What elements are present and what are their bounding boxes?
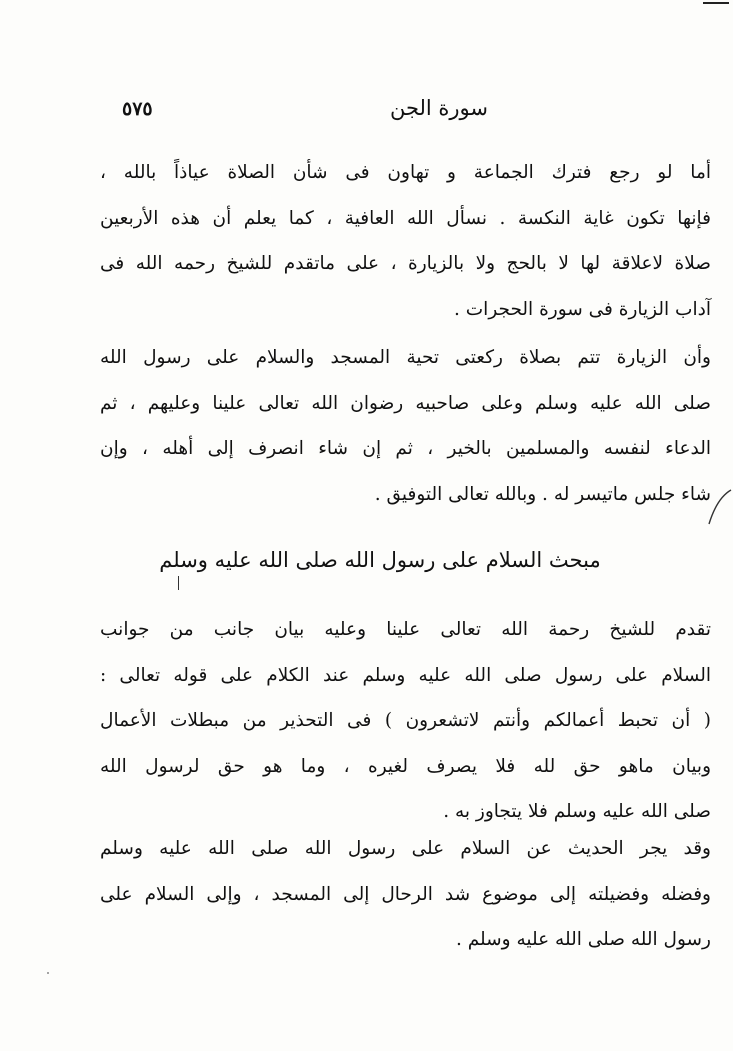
- text-line: آداب الزيارة فى سورة الحجرات .: [454, 298, 711, 320]
- text-line: تقدم للشيخ رحمة الله تعالى علينا وعليه بيان جانب من جوانب: [100, 619, 711, 640]
- text-line: السلام على رسول صلى الله عليه وسلم عند الكلام على قوله تعالى :: [100, 664, 711, 686]
- text-line: ( أن تحبط أعمالكم وأنتم لاتشعرون ) فى التحذير من مبطلات الأعمال: [100, 710, 711, 731]
- running-chapter-title: سورة الجن: [389, 96, 488, 120]
- stray-ink-mark: [178, 576, 179, 590]
- text-line: وأن الزيارة تتم بصلاة ركعتى تحية المسجد والسلام على رسول الله: [100, 347, 711, 368]
- text-line: صلاة لاعلاقة لها لا بالحج ولا بالزيارة ، على ماتقدم للشيخ رحمه الله فى: [100, 253, 711, 274]
- corner-scan-mark: [703, 2, 729, 4]
- text-line: شاء جلس ماتيسر له . وبالله تعالى التوفيق .: [374, 483, 711, 505]
- text-line: صلى الله عليه وسلم فلا يتجاوز به .: [443, 801, 711, 822]
- stray-dot-mark: [47, 972, 49, 974]
- text-line: وبيان ماهو حق لله فلا يصرف لغيره ، وما هو حق لرسول الله: [100, 755, 711, 777]
- page-number: ٥٧٥: [122, 98, 153, 120]
- section-heading: مبحث السلام على رسول الله صلى الله عليه وسلم: [159, 548, 601, 572]
- paragraph-3: [100, 607, 711, 835]
- text-line: وفضله وفضيلته إلى موضوع شد الرحال إلى المسجد ، وإلى السلام على: [100, 883, 711, 905]
- paragraph-4: [100, 826, 711, 963]
- text-line: وقد يجر الحديث عن السلام على رسول الله صلى الله عليه وسلم: [100, 838, 711, 859]
- paragraph-1: [100, 150, 711, 332]
- text-line: رسول الله صلى الله عليه وسلم .: [455, 929, 711, 950]
- paragraph-2: [100, 335, 711, 517]
- text-line: أما لو رجع فترك الجماعة و تهاون فى شأن الصلاة عياذاً بالله ،: [100, 162, 711, 183]
- text-line: صلى الله عليه وسلم وعلى صاحبيه رضوان الله تعالى علينا وعليهم ، ثم: [100, 392, 711, 414]
- page-header: [100, 96, 640, 130]
- text-line: فإنها تكون غاية النكسة . نسأل الله العافية ، كما يعلم أن هذه الأربعين: [100, 207, 711, 229]
- text-line: الدعاء لنفسه والمسلمين بالخير ، ثم إن شاء انصرف إلى أهله ، وإن: [100, 438, 711, 459]
